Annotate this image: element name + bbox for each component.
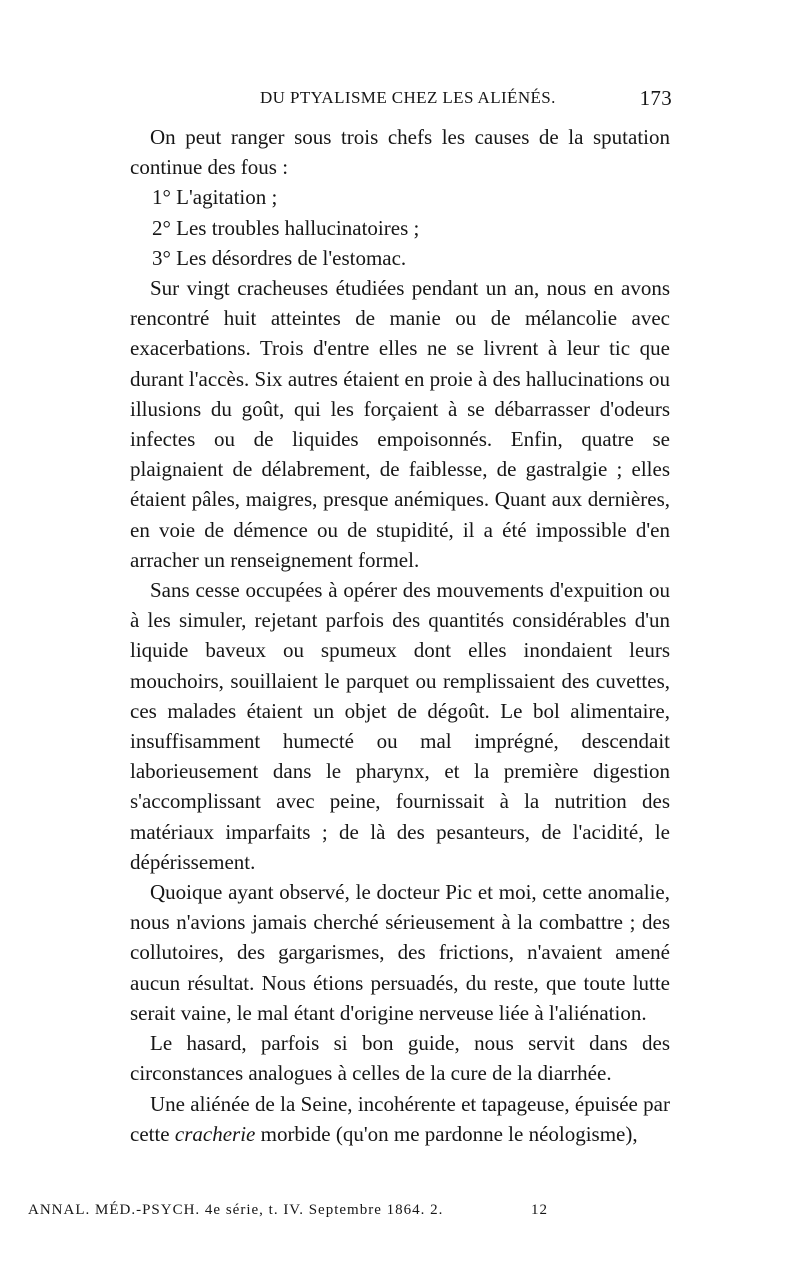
list-item: 3° Les désordres de l'estomac. xyxy=(152,245,407,270)
journal-citation: ANNAL. MÉD.-PSYCH. 4e série, t. IV. Septembre 1864. 2. xyxy=(28,1202,444,1218)
list-item: 2° Les troubles hallucinatoires ; xyxy=(152,215,420,240)
signature-mark: 12 xyxy=(531,1202,548,1218)
page-footer xyxy=(28,1202,548,1219)
paragraph: Quoique ayant observé, le docteur Pic et moi, cette anomalie, nous n'avions jamais cherché sérieusement à la combattre ; des collutoires, des gargarismes, des frictions, n'avaient amené aucun résultat. Nous étions persuadés, du reste, que toute lutte serait vaine, le mal étant d'origine nerveuse liée à l'aliénation. xyxy=(130,880,670,1025)
list-item: 1° L'agitation ; xyxy=(152,185,278,210)
paragraph: Sur vingt cracheuses étudiées pendant un an, nous en avons rencontré huit atteintes de manie ou de mélancolie avec exacerbations. Trois d'entre elles ne se livrent à leur tic que durant l'accès. Six autres étaient en proie à des hallucinations ou illusions du goût, qui les forçaient à se débarrasser d'odeurs infectes ou de liquides empoisonnés. Enfin, quatre se plaignaient de délabrement, de faiblesse, de gastralgie ; elles étaient pâles, maigres, presque anémiques. Quant aux dernières, en voie de démence ou de stupidité, il a été impossible d'en arracher un renseignement formel. xyxy=(130,276,670,572)
italic-term: cracherie xyxy=(174,1121,256,1146)
page-header xyxy=(130,88,670,122)
page-number: 173 xyxy=(639,86,672,110)
paragraph: Sans cesse occupées à opérer des mouvements d'expuition ou à les simuler, rejetant parfois des quantités considérables d'un liquide baveux ou spumeux dont elles inondaient leurs mouchoirs, souillaient le parquet ou remplissaient des cuvettes, ces malades étaient un objet de dégoût. Le bol alimentaire, insuffisamment humecté ou mal imprégné, descendait laborieusement dans le pharynx, et la première digestion s'accomplissant avec peine, fournissait à la nutrition des matériaux imparfaits ; de là des pesanteurs, de l'acidité, le dépérissement. xyxy=(130,578,670,874)
paragraph-text-after: morbide (qu'on me pardonne le néologisme), xyxy=(255,1121,638,1146)
document-page xyxy=(130,88,670,1149)
paragraph xyxy=(130,1089,670,1149)
paragraph-text-before: Une aliénée de la Seine, incohérente et tapageuse, épuisée par cette xyxy=(130,1091,670,1146)
paragraph: On peut ranger sous trois chefs les causes de la sputation continue des fous : xyxy=(130,125,670,180)
body-text xyxy=(130,122,670,1149)
running-title: DU PTYALISME CHEZ LES ALIÉNÉS. xyxy=(260,88,556,107)
paragraph: Le hasard, parfois si bon guide, nous servit dans des circonstances analogues à celles de la cure de la diarrhée. xyxy=(130,1031,670,1086)
